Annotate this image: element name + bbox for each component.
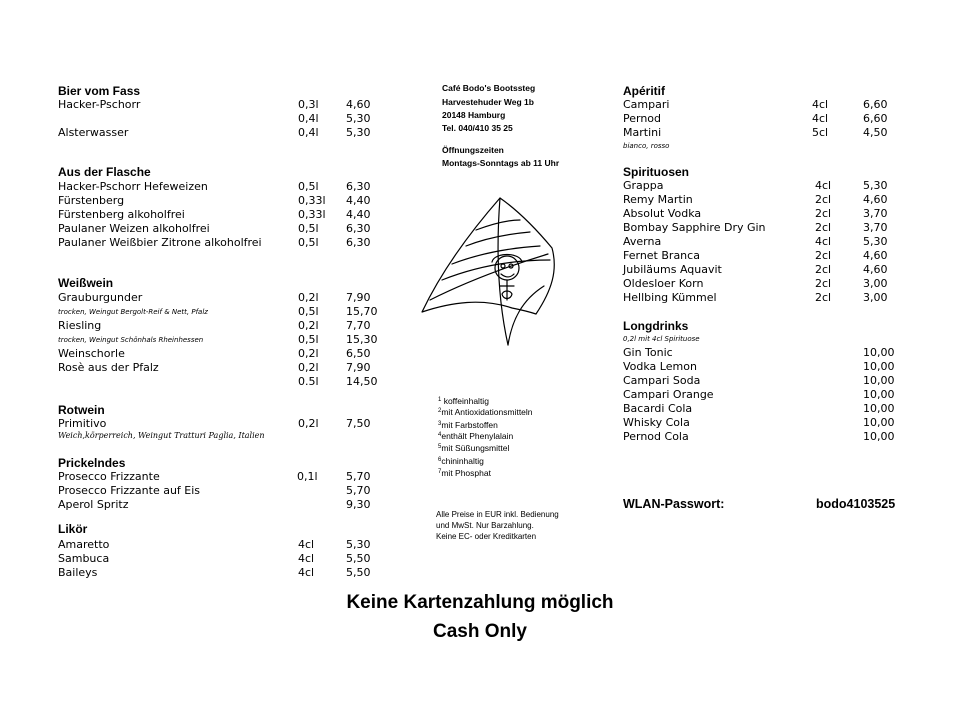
item-name: Baileys bbox=[58, 566, 98, 579]
item-name: Bacardi Cola bbox=[623, 402, 693, 415]
cafe-phone: Tel. 040/410 35 25 bbox=[442, 123, 513, 133]
item-size: 0,2l bbox=[298, 361, 319, 374]
item-name: Vodka Lemon bbox=[623, 360, 697, 373]
item-size: 0,2l bbox=[298, 417, 319, 430]
item-price: 3,00 bbox=[863, 277, 888, 290]
footnote-text: mit Antioxidationsmitteln bbox=[441, 407, 533, 417]
footnote-text: koffeinhaltig bbox=[441, 396, 489, 406]
no-card-payment-notice: Keine Kartenzahlung möglich bbox=[346, 592, 614, 613]
item-size: 2cl bbox=[815, 221, 832, 234]
item-name: Sambuca bbox=[58, 552, 110, 565]
item-name: Whisky Cola bbox=[623, 416, 690, 429]
item-name: Alsterwasser bbox=[58, 126, 129, 139]
item-size: 0,5l bbox=[298, 222, 319, 235]
item-name: Averna bbox=[623, 235, 662, 248]
item-name: Grauburgunder bbox=[58, 291, 143, 304]
item-price: 5,70 bbox=[346, 470, 371, 483]
item-name: Bombay Sapphire Dry Gin bbox=[623, 221, 766, 234]
item-size: 0,5l bbox=[298, 305, 319, 318]
item-name: Martini bbox=[623, 126, 662, 139]
footnote-number: 5 bbox=[438, 444, 442, 450]
item-size: 2cl bbox=[815, 291, 832, 304]
item-name: Fernet Branca bbox=[623, 249, 700, 262]
item-name: Hacker-Pschorr Hefeweizen bbox=[58, 180, 208, 193]
footnote-number: 3 bbox=[438, 421, 442, 427]
item-name: Pernod bbox=[623, 112, 662, 125]
item-size: 4cl bbox=[812, 98, 829, 111]
section-title-weisswein: Weißwein bbox=[58, 276, 114, 290]
item-size: 4cl bbox=[815, 179, 832, 192]
footnote-text: mit Süßungsmittel bbox=[441, 443, 510, 453]
item-price: 4,60 bbox=[863, 249, 888, 262]
item-size: 2cl bbox=[815, 193, 832, 206]
item-price: 4,40 bbox=[346, 208, 371, 221]
item-price: 5,50 bbox=[346, 566, 371, 579]
item-size: 4cl bbox=[298, 566, 315, 579]
item-size: 0,5l bbox=[298, 333, 319, 346]
item-size: 4cl bbox=[812, 112, 829, 125]
item-price: 5,30 bbox=[346, 538, 371, 551]
item-name: Aperol Spritz bbox=[58, 498, 129, 511]
section-title-longdrinks: Longdrinks bbox=[623, 319, 689, 333]
footnote-number: 4 bbox=[438, 432, 442, 438]
item-price: 6,60 bbox=[863, 112, 888, 125]
item-price: 4,60 bbox=[863, 263, 888, 276]
item-price: 14,50 bbox=[346, 375, 378, 388]
item-size: 0,33l bbox=[298, 194, 326, 207]
item-name: Campari Orange bbox=[623, 388, 714, 401]
item-price: 6,30 bbox=[346, 180, 371, 193]
item-size: 2cl bbox=[815, 263, 832, 276]
price-info-line-3: Keine EC- oder Kreditkarten bbox=[436, 532, 537, 541]
item-name: Hacker-Pschorr bbox=[58, 98, 141, 111]
item-price: 7,70 bbox=[346, 319, 371, 332]
footnote-text: enthält Phenylalain bbox=[441, 431, 514, 441]
footnote-text: mit Farbstoffen bbox=[441, 420, 498, 430]
item-price: 6,60 bbox=[863, 98, 888, 111]
item-price: 3,00 bbox=[863, 291, 888, 304]
item-price: 3,70 bbox=[863, 221, 888, 234]
item-price: 10,00 bbox=[863, 360, 895, 373]
price-info-line-2: und MwSt. Nur Barzahlung. bbox=[436, 521, 534, 530]
item-name: Primitivo bbox=[58, 417, 107, 430]
item-size: 0,5l bbox=[298, 180, 319, 193]
footnote-number: 6 bbox=[438, 457, 442, 463]
item-size: 0,4l bbox=[298, 112, 319, 125]
footnote-number: 7 bbox=[438, 469, 442, 475]
item-price: 5,30 bbox=[346, 126, 371, 139]
item-size: 0,33l bbox=[298, 208, 326, 221]
item-size: 2cl bbox=[815, 207, 832, 220]
item-price: 5,50 bbox=[346, 552, 371, 565]
item-price: 6,30 bbox=[346, 236, 371, 249]
section-title-prickelndes: Prickelndes bbox=[58, 456, 126, 470]
item-name: Weinschorle bbox=[58, 347, 125, 360]
item-price: 7,90 bbox=[346, 361, 371, 374]
footnote-number: 2 bbox=[438, 408, 442, 414]
cafe-city: 20148 Hamburg bbox=[442, 110, 506, 120]
item-price: 10,00 bbox=[863, 374, 895, 387]
item-name: Fürstenberg alkoholfrei bbox=[58, 208, 185, 221]
item-name: Prosecco Frizzante auf Eis bbox=[58, 484, 201, 497]
item-size: 0,2l bbox=[298, 291, 319, 304]
item-size: 5cl bbox=[812, 126, 829, 139]
item-name: Absolut Vodka bbox=[623, 207, 702, 220]
section-title-likoer: Likör bbox=[58, 522, 88, 536]
item-price: 10,00 bbox=[863, 346, 895, 359]
item-price: 7,50 bbox=[346, 417, 371, 430]
item-price: 6,50 bbox=[346, 347, 371, 360]
item-size: 0,1l bbox=[297, 470, 318, 483]
footnote-2 bbox=[438, 405, 533, 418]
item-size: 4cl bbox=[298, 538, 315, 551]
item-price: 10,00 bbox=[863, 402, 895, 415]
item-note: Weich,körperreich, Weingut Tratturi Paglia, Italien bbox=[58, 431, 265, 440]
footnote-5 bbox=[438, 441, 509, 454]
item-price: 5,30 bbox=[346, 112, 371, 125]
item-name: Remy Martin bbox=[623, 193, 693, 206]
item-name: Prosecco Frizzante bbox=[58, 470, 160, 483]
item-name: Paulaner Weißbier Zitrone alkoholfrei bbox=[58, 236, 262, 249]
section-title-rotwein: Rotwein bbox=[58, 403, 105, 417]
item-name: Riesling bbox=[58, 319, 102, 332]
section-title-bier-vom-fass: Bier vom Fass bbox=[58, 84, 141, 98]
item-price: 4,60 bbox=[346, 98, 371, 111]
item-price: 4,50 bbox=[863, 126, 888, 139]
item-name: Gin Tonic bbox=[623, 346, 673, 359]
item-note: 0,2l mit 4cl Spirituose bbox=[623, 335, 700, 343]
item-note: trocken, Weingut Schönhals Rheinhessen bbox=[58, 336, 204, 344]
wlan-password: bodo4103525 bbox=[816, 497, 896, 511]
item-size: 2cl bbox=[815, 249, 832, 262]
footnote-7 bbox=[438, 466, 491, 479]
item-size: 0.5l bbox=[298, 375, 319, 388]
item-name: Grappa bbox=[623, 179, 664, 192]
item-name: Campari Soda bbox=[623, 374, 701, 387]
item-price: 3,70 bbox=[863, 207, 888, 220]
item-price: 10,00 bbox=[863, 416, 895, 429]
item-price: 4,40 bbox=[346, 194, 371, 207]
item-size: 0,2l bbox=[298, 347, 319, 360]
opening-hours-value: Montags-Sonntags ab 11 Uhr bbox=[442, 158, 560, 168]
section-title-aperitif: Apéritif bbox=[623, 84, 665, 98]
item-size: 2cl bbox=[815, 277, 832, 290]
opening-hours-label: Öffnungszeiten bbox=[442, 145, 504, 155]
item-name: Fürstenberg bbox=[58, 194, 125, 207]
item-name: Hellbing Kümmel bbox=[623, 291, 717, 304]
item-size: 4cl bbox=[298, 552, 315, 565]
item-name: Campari bbox=[623, 98, 670, 111]
cash-only-notice: Cash Only bbox=[433, 621, 527, 642]
item-price: 10,00 bbox=[863, 430, 895, 443]
item-size: 0,2l bbox=[298, 319, 319, 332]
section-title-spirituosen: Spirituosen bbox=[623, 165, 690, 179]
item-name: Jubiläums Aquavit bbox=[623, 263, 722, 276]
item-name: Amaretto bbox=[58, 538, 110, 551]
item-name: Rosè aus der Pfalz bbox=[58, 361, 159, 374]
price-info-line-1: Alle Preise in EUR inkl. Bedienung bbox=[436, 510, 559, 519]
item-price: 5,30 bbox=[863, 235, 888, 248]
cafe-street: Harvestehuder Weg 1b bbox=[442, 97, 534, 107]
footnote-number: 1 bbox=[438, 397, 442, 403]
item-size: 0,5l bbox=[298, 236, 319, 249]
item-name: Oldesloer Korn bbox=[623, 277, 704, 290]
item-price: 7,90 bbox=[346, 291, 371, 304]
item-price: 4,60 bbox=[863, 193, 888, 206]
item-price: 10,00 bbox=[863, 388, 895, 401]
item-price: 5,70 bbox=[346, 484, 371, 497]
item-price: 5,30 bbox=[863, 179, 888, 192]
item-price: 15,70 bbox=[346, 305, 378, 318]
wlan-label: WLAN-Passwort: bbox=[623, 497, 725, 511]
cafe-name: Café Bodo's Bootssteg bbox=[442, 83, 536, 93]
footnote-text: mit Phosphat bbox=[441, 468, 491, 478]
item-price: 6,30 bbox=[346, 222, 371, 235]
sailboat-logo bbox=[412, 190, 562, 355]
item-note: bianco, rosso bbox=[623, 142, 670, 150]
item-name: Pernod Cola bbox=[623, 430, 689, 443]
item-note: trocken, Weingut Bergolt-Reif & Nett, Pfalz bbox=[58, 308, 208, 316]
item-size: 0,3l bbox=[298, 98, 319, 111]
item-price: 15,30 bbox=[346, 333, 378, 346]
item-price: 9,30 bbox=[346, 498, 371, 511]
footnote-text: chininhaltig bbox=[441, 456, 484, 466]
item-name: Paulaner Weizen alkoholfrei bbox=[58, 222, 210, 235]
item-size: 0,4l bbox=[298, 126, 319, 139]
item-size: 4cl bbox=[815, 235, 832, 248]
section-title-aus-der-flasche: Aus der Flasche bbox=[58, 165, 151, 179]
